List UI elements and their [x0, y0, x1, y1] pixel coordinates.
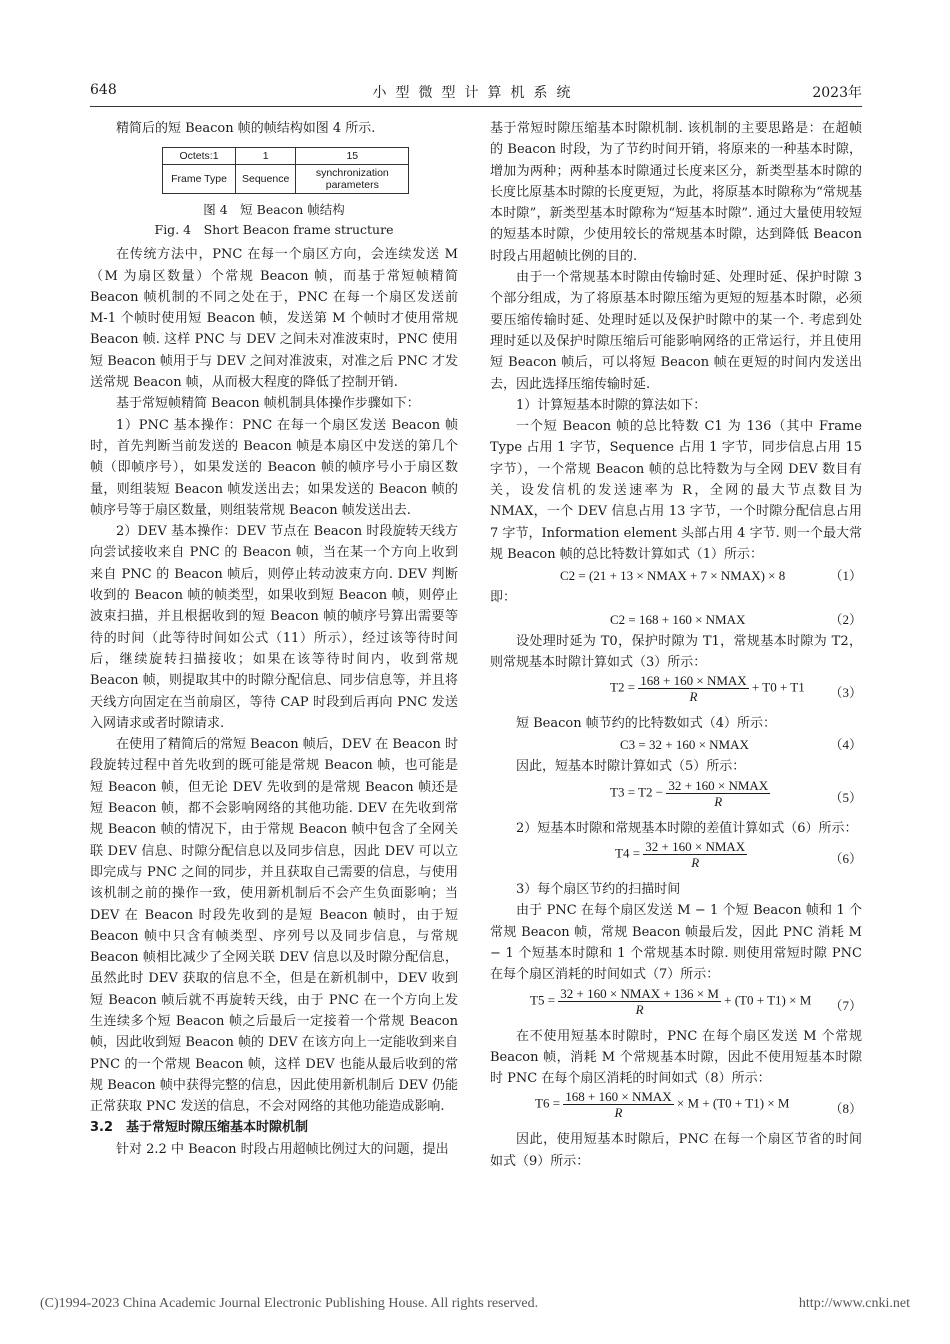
- equation-body: C2 = (21 + 13 × NMAX + 7 × NMAX) × 8: [560, 568, 786, 584]
- figure-caption-cn: 图 4 短 Beacon 帧结构: [203, 202, 345, 218]
- equation-number: （7）: [829, 997, 862, 1013]
- equation-lhs: T2 =: [610, 679, 636, 695]
- equation-number: （3）: [829, 685, 862, 701]
- table-cell: Octets:1: [163, 148, 236, 165]
- equation-3: [490, 673, 862, 713]
- equation-lhs: T3 = T2 −: [610, 784, 664, 800]
- equation-lhs: T5 =: [530, 991, 556, 1007]
- equation-number: （6）: [829, 851, 862, 867]
- paragraph: 3）每个扇区节约的扫描时间: [516, 882, 681, 898]
- equation-number: （2）: [829, 611, 862, 627]
- page-header: [90, 82, 862, 104]
- paragraph: 因此，使用短基本时隙后，PNC 在每一个扇区节省的时间如式（9）所示：: [490, 1132, 862, 1169]
- table-cell: 1: [236, 148, 296, 165]
- header-rule: [90, 106, 862, 107]
- equation-8: [490, 1089, 862, 1129]
- page-number: 648: [90, 82, 117, 98]
- paragraph: 基于常短时隙压缩基本时隙机制. 该机制的主要思路是：在超帧的 Beacon 时段，为了节约时间开销，将原来的一种基本时隙，增加为两种；两种基本时隙通过长度来区分，新类型基本时隙的长度比原基本时隙的长度更短，为此，将原基本时隙称为“常规基本时隙”，新类型基本时隙称为“短基本时隙”. 通过大量使用较短的短基本时隙，少使用较长的常规基本时隙，达到降低 Beacon 时段占用超帧比例的目的.: [490, 121, 862, 264]
- fraction: [643, 839, 747, 870]
- paragraph: 在不使用短基本时隙时，PNC 在每个扇区发送 M 个常规 Beacon 帧，消耗 M 个常规基本时隙，因此不使用短基本时隙时 PNC 在每个扇区消耗的时间如式（8）所示：: [490, 1028, 862, 1087]
- frame-structure-table: [162, 147, 409, 194]
- equation-lhs: T6 =: [535, 1095, 561, 1111]
- equation-number: （4）: [829, 737, 862, 753]
- numerator: 168 + 160 × NMAX: [565, 1089, 672, 1105]
- denominator: R: [614, 1105, 623, 1121]
- equation-4: [490, 734, 862, 756]
- paragraph: 由于 PNC 在每个扇区发送 M − 1 个短 Beacon 帧和 1 个常规 Beacon 帧，常规 Beacon 帧最后发，因此 PNC 消耗 M − 1 个短基本时隙和 1 个常规基本时隙. 则使用常短时隙 PNC 在每个扇区消耗的时间如式（7）所示：: [490, 903, 862, 983]
- year: 2023年: [812, 85, 862, 101]
- paragraph: 1）PNC 基本操作：PNC 在每一个扇区发送 Beacon 帧时，首先判断当前发送的 Beacon 帧是本扇区中发送的第几个帧（即帧序号），如果发送的 Beacon 帧的帧序号小于扇区数量，则组装短 Beacon 帧发送出去；如果发送的 Beacon 帧的帧序号等于扇区数量，则组装常规 Beacon 帧发送出去.: [90, 417, 458, 518]
- fraction: [638, 673, 748, 704]
- section-heading: 3.2 基于常短时隙压缩基本时隙机制: [90, 1120, 309, 1136]
- equation-number: （1）: [829, 568, 862, 584]
- paragraph: 精简后的短 Beacon 帧的帧结构如图 4 所示.: [116, 121, 376, 136]
- paragraph: 2）DEV 基本操作：DEV 节点在 Beacon 时段旋转天线方向尝试接收来自 PNC 的 Beacon 帧，当在某一个方向上收到来自 PNC 的 Beacon 帧后，则停止转动波束方向. DEV 判断收到的 Beacon 帧的帧类型，如果收到短 Beacon 帧，则停止波束扫描，并且根据收到的短 Beacon 帧的帧序号算出需要等待的时间（此等待时间如公式（11）所示），经过该等待时间后，继续旋转扫描接收；如果在该等待时间内，收到常规 Beacon 帧，则提取其中的时隙分配信息、同步信息等，并且将天线方向固定在当前扇区，等待 CAP 时段到后再向 PNC 发送入网请求或者时隙请求.: [90, 524, 458, 731]
- denominator: R: [691, 855, 700, 871]
- paragraph: 针对 2.2 中 Beacon 时段占用超帧比例过大的问题，提出: [116, 1141, 449, 1157]
- table-cell: Frame Type: [163, 165, 236, 194]
- equation-body: C3 = 32 + 160 × NMAX: [620, 737, 749, 753]
- copyright-notice: (C)1994-2023 China Academic Journal Electronic Publishing House. All rights reserved.: [40, 1296, 539, 1311]
- equation-lhs: T4 =: [615, 845, 641, 861]
- paragraph: 由于一个常规基本时隙由传输时延、处理时延、保护时隙 3 个部分组成，为了将原基本时隙压缩为更短的短基本时隙，必须要压缩传输时延、处理时延以及保护时隙中的某一个. 考虑到处理时延以及保护时隙压缩后可能影响网络的正常运行，并且使用短 Beacon 帧后，可以将短 Beacon 帧在更短的时间内发送出去，因此选择压缩传输时延.: [490, 270, 862, 392]
- equation-body: [610, 778, 770, 809]
- paragraph: 即：: [490, 590, 517, 606]
- equation-tail: + (T0 + T1) × M: [724, 991, 812, 1007]
- table-cell: Sequence: [236, 165, 296, 194]
- equation-tail: × M + (T0 + T1) × M: [676, 1095, 790, 1111]
- numerator: 32 + 160 × NMAX: [668, 777, 769, 793]
- table-cell: synchronization parameters: [296, 165, 409, 194]
- journal-title: 小型微型计算机系统: [372, 85, 580, 101]
- equation-body: C2 = 168 + 160 × NMAX: [610, 611, 746, 627]
- denominator: R: [714, 793, 723, 809]
- numerator: 168 + 160 × NMAX: [640, 673, 747, 689]
- equation-1: [490, 565, 862, 587]
- fraction: [558, 986, 721, 1017]
- equation-body: [530, 986, 811, 1017]
- paragraph: 因此，短基本时隙计算如式（5）所示：: [516, 759, 746, 775]
- right-column: [490, 118, 862, 1172]
- numerator: 32 + 160 × NMAX: [645, 839, 746, 855]
- equation-tail: + T0 + T1: [751, 679, 805, 695]
- equation-5: [490, 778, 862, 818]
- equation-2: [490, 609, 862, 631]
- paragraph: 一个短 Beacon 帧的总比特数 C1 为 136（其中 Frame Type 占用 1 字节，Sequence 占用 1 字节，同步信息占用 15 字节），一个常规 Beacon 帧的总比特数为与全网 DEV 数目有关，设发信机的发送速率为 R，全网的最大节点数目为 NMAX，一个 DEV 信息占用 13 字节，一个时隙分配信息占用 7 字节，Information element 头部占用 4 字节. 则一个最大常规 Beacon 帧的总比特数计算如式（1）所示：: [490, 419, 862, 562]
- paragraph: 在传统方法中，PNC 在每一个扇区方向，会连续发送 M（M 为扇区数量）个常规 Beacon 帧，而基于常短帧精简 Beacon 帧机制的不同之处在于，PNC 在每一个扇区发送前 M-1 个帧时使用短 Beacon 帧，发送第 M 个帧时才使用常规 Beacon 帧. 这样 PNC 与 DEV 之间未对准波束时，PNC 使用短 Beacon 帧用于与 DEV 之间对准波束，对准之后 PNC 才发送常规 Beacon 帧，从而极大程度的降低了控制开销.: [90, 247, 458, 391]
- paragraph: 1）计算短基本时隙的算法如下：: [516, 397, 707, 413]
- equation-number: （5）: [829, 789, 862, 805]
- paragraph: 2）短基本时隙和常规基本时隙的差值计算如式（6）所示：: [516, 820, 858, 836]
- paragraph: 设处理时延为 T0，保护时隙为 T1，常规基本时隙为 T2，则常规基本时隙计算如式（3）所示：: [490, 633, 862, 670]
- equation-body: [535, 1089, 789, 1120]
- table-cell: 15: [296, 148, 409, 165]
- paragraph: 基于常短帧精简 Beacon 帧机制具体操作步骤如下：: [116, 396, 420, 412]
- denominator: R: [689, 689, 698, 705]
- equation-body: [615, 839, 747, 870]
- frame-structure-figure: [162, 147, 458, 194]
- fraction: [563, 1089, 673, 1120]
- figure-caption-en: Fig. 4 Short Beacon frame structure: [154, 222, 394, 238]
- fraction: [666, 778, 770, 809]
- paragraph: 在使用了精简后的常短 Beacon 帧后，DEV 在 Beacon 时段旋转过程中首先收到的既可能是常规 Beacon 帧，也可能是短 Beacon 帧，但无论 DEV 先收到的是常规 Beacon 帧还是短 Beacon 帧，都不会影响网络的其他功能. DEV 在先收到常规 Beacon 帧的情况下，由于常规 Beacon 帧中包含了全网关联 DEV 信息、时隙分配信息以及同步信息，因此 DEV 可以立即完成与 PNC 之间的同步，并且获取自己需要的信息，与使用该机制之前的操作一致，使用新机制后不会产生负面影响；当 DEV 在 Beacon 时段先收到的是短 Beacon 帧时，由于短 Beacon 帧中只含有帧类型、序列号以及同步信息，与常规 Beacon 帧相比减少了全网关联 DEV 信息以及时隙分配信息，虽然此时 DEV 获取的信息不全，但是在新机制中，DEV 收到短 Beacon 帧后就不再旋转天线，由于 PNC 在一个方向上发生连续多个短 Beacon 帧之后最后一定接着一个常规 Beacon 帧，因此收到短 Beacon 帧的 DEV 在该方向上一定能收到来自 PNC 的一个常规 Beacon 帧，这样 DEV 也能从最后收到的常规 Beacon 帧中获得完整的信息，因此使用新机制后 DEV 仍能正常获取 PNC 发送的信息，不会对网络的其他功能造成影响.: [90, 737, 458, 1115]
- equation-body: [610, 673, 805, 704]
- footer-url: http://www.cnki.net: [798, 1296, 910, 1311]
- numerator: 32 + 160 × NMAX + 136 × M: [560, 985, 719, 1001]
- denominator: R: [635, 1001, 644, 1017]
- equation-7: [490, 986, 862, 1026]
- paragraph: 短 Beacon 帧节约的比特数如式（4）所示：: [516, 716, 777, 732]
- left-column: [90, 118, 458, 1160]
- equation-6: [490, 839, 862, 879]
- equation-number: （8）: [829, 1101, 862, 1117]
